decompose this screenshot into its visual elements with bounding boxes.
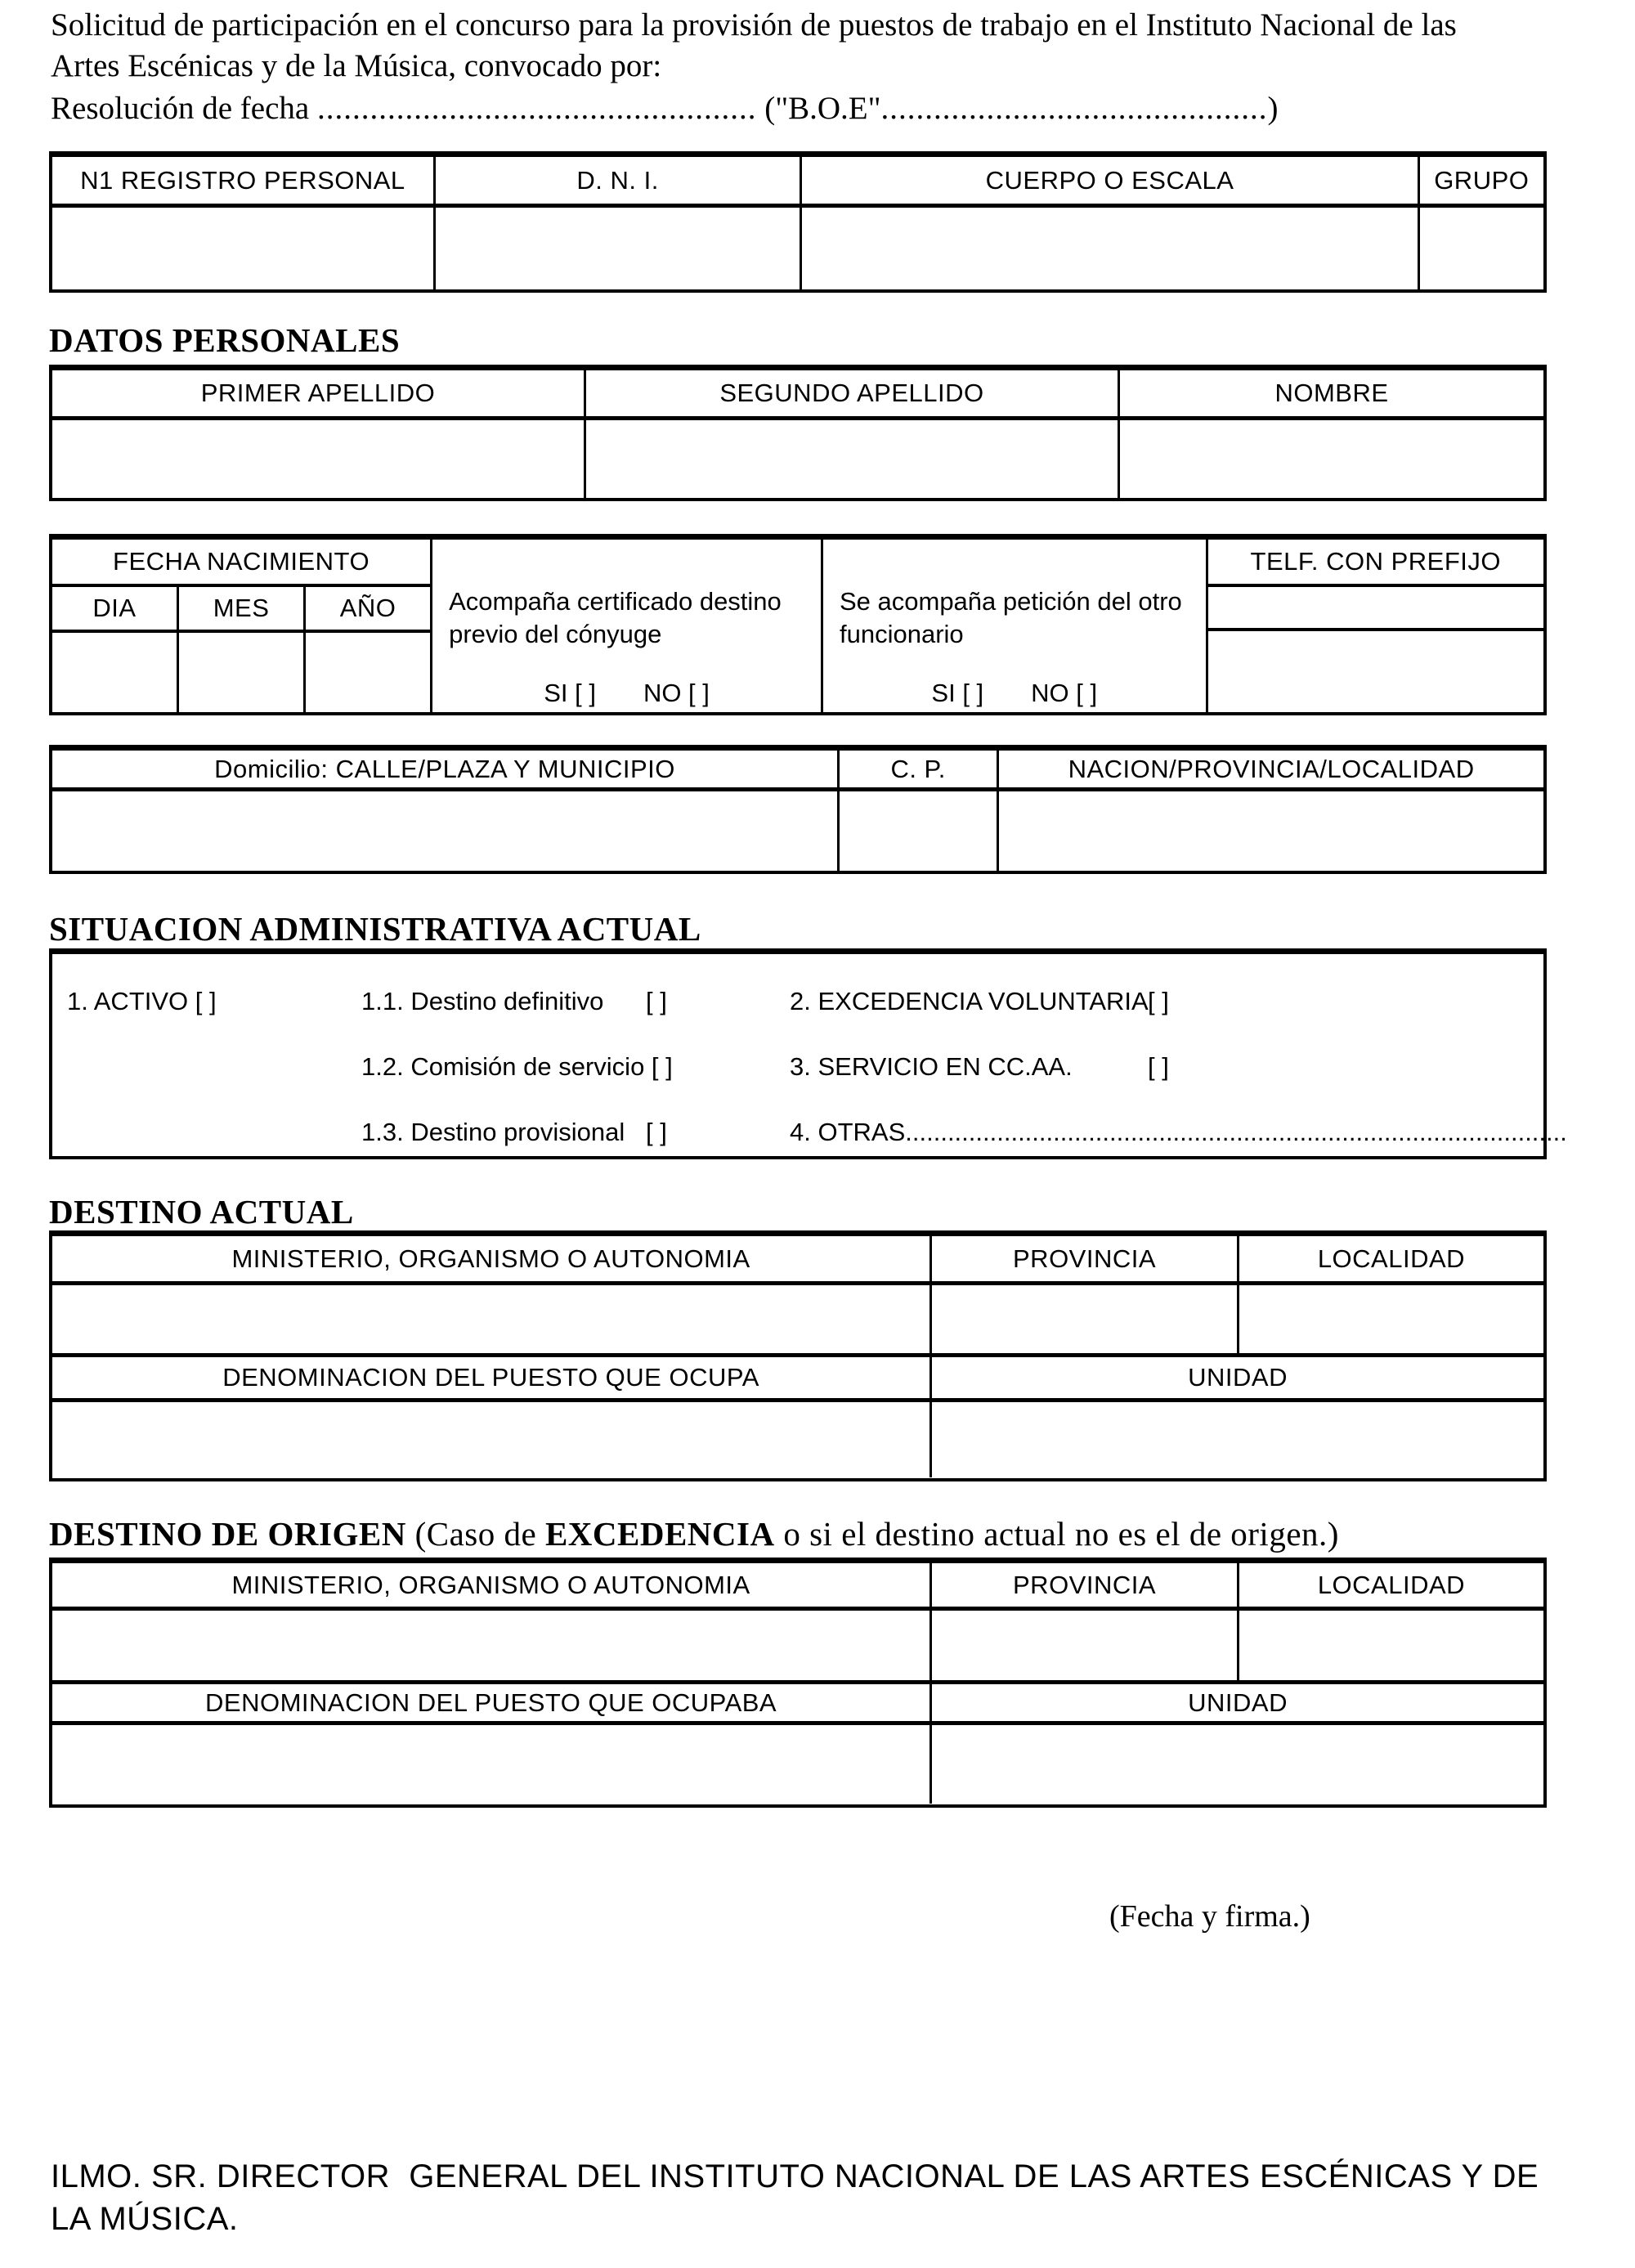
telf-input-2[interactable] (1208, 631, 1543, 712)
domicilio-header-calle: Domicilio: CALLE/PLAZA Y MUNICIPIO (52, 751, 840, 787)
destino-origen-input-ministerio[interactable] (52, 1611, 932, 1680)
destino-origen-input-localidad[interactable] (1239, 1611, 1543, 1680)
registro-table (49, 151, 1547, 293)
destino-origen-table (49, 1558, 1547, 1808)
registro-input-cuerpo[interactable] (802, 208, 1419, 289)
conyuge-no-checkbox[interactable]: NO [ ] (643, 679, 710, 707)
otro-si-checkbox[interactable]: SI [ ] (931, 679, 984, 707)
situacion-opt2-checkbox[interactable]: [ ] (1148, 987, 1169, 1015)
destino-origen-header-provincia: PROVINCIA (932, 1563, 1239, 1607)
resolucion-fecha-field[interactable]: .................................................. (316, 91, 757, 126)
footer-director-line: ILMO. SR. DIRECTOR GENERAL DEL INSTITUTO NACIONAL DE LAS ARTES ESCÉNICAS Y DE LA MÚSICA. (51, 2158, 1548, 2237)
destino-actual-input-localidad[interactable] (1239, 1285, 1543, 1353)
situacion-opt2-label: 2. EXCEDENCIA VOLUNTARIA (790, 987, 1149, 1015)
destino-origen-title-bold: DESTINO DE ORIGEN (49, 1515, 406, 1553)
otro-funcionario-checkline (823, 679, 1206, 708)
destino-origen-header-unidad: UNIDAD (1188, 1688, 1288, 1717)
intro-line-1: Solicitud de participación en el concurso para la provisión de puestos de trabajo en el Instituto Nacional de las (51, 7, 1457, 43)
destino-actual-header-row-1 (52, 1236, 1543, 1285)
fecha-nacimiento-header: FECHA NACIMIENTO (52, 540, 430, 587)
registro-header-cuerpo: CUERPO O ESCALA (802, 157, 1419, 204)
registro-input-numero[interactable] (52, 208, 436, 289)
situacion-opt3-label: 3. SERVICIO EN CC.AA. (790, 1052, 1073, 1081)
nacimiento-block (49, 534, 1547, 715)
otro-funcionario-label: Se acompaña petición del otro funcionario (839, 587, 1182, 648)
datos-input-nombre[interactable] (1120, 420, 1543, 498)
dia-label: DIA (52, 587, 177, 633)
destino-actual-header-provincia: PROVINCIA (932, 1236, 1239, 1281)
conyuge-si-checkbox[interactable]: SI [ ] (544, 679, 596, 707)
situacion-opt13-checkbox[interactable]: [ ] (646, 1118, 667, 1146)
domicilio-input-row (52, 791, 1543, 871)
dia-input[interactable] (52, 633, 177, 712)
destino-origen-input-row-2 (52, 1725, 1543, 1804)
otro-funcionario-cell (823, 540, 1208, 712)
intro-line-3 (51, 88, 1547, 129)
registro-input-grupo[interactable] (1420, 208, 1543, 289)
destino-actual-header-ministerio: MINISTERIO, ORGANISMO O AUTONOMIA (52, 1236, 932, 1281)
situacion-opt4-label (790, 1118, 1567, 1147)
fecha-firma-note: (Fecha y firma.) (1109, 1899, 1310, 1934)
situacion-opt4-field[interactable]: .............................................................................................. (905, 1118, 1567, 1146)
registro-input-dni[interactable] (436, 208, 803, 289)
telf-subtable (1208, 540, 1543, 712)
destino-origen-input-denominacion[interactable] (52, 1725, 932, 1804)
situacion-opt12-checkbox[interactable]: 1.2. Comisión de servicio [ ] (361, 1052, 673, 1081)
situacion-title: SITUACION ADMINISTRATIVA ACTUAL (49, 910, 701, 948)
fecha-col-ano (306, 587, 430, 712)
boe-field[interactable]: ............................................ (880, 91, 1268, 126)
domicilio-header-row (52, 751, 1543, 791)
registro-header-numero: N1 REGISTRO PERSONAL (52, 157, 436, 204)
datos-input-segundo-apellido[interactable] (586, 420, 1120, 498)
situacion-opt4-text: 4. OTRAS (790, 1118, 906, 1146)
destino-origen-header-row-2 (52, 1684, 1543, 1725)
mes-input[interactable] (179, 633, 303, 712)
datos-header-row (52, 370, 1543, 420)
destino-actual-header-denominacion: DENOMINACION DEL PUESTO QUE OCUPA (52, 1357, 932, 1398)
domicilio-header-nacion: NACION/PROVINCIA/LOCALIDAD (1068, 754, 1475, 783)
situacion-opt11-label: 1.1. Destino definitivo (361, 987, 604, 1015)
destino-actual-input-provincia[interactable] (932, 1285, 1239, 1353)
destino-actual-title: DESTINO ACTUAL (49, 1193, 354, 1230)
domicilio-input-cp[interactable] (840, 791, 999, 871)
destino-origen-input-unidad[interactable] (932, 1725, 1543, 1804)
destino-actual-header-unidad: UNIDAD (1188, 1363, 1288, 1392)
destino-origen-input-row-1 (52, 1611, 1543, 1684)
destino-origen-header-row-1 (52, 1563, 1543, 1611)
datos-input-row (52, 420, 1543, 498)
destino-actual-input-ministerio[interactable] (52, 1285, 932, 1353)
ano-input[interactable] (306, 633, 430, 712)
fecha-col-dia (52, 587, 179, 712)
destino-origen-title-rest: o si el destino actual no es el de origen.) (774, 1515, 1339, 1553)
domicilio-input-nacion[interactable] (999, 791, 1543, 871)
datos-personales-table (49, 365, 1547, 501)
telf-header: TELF. CON PREFIJO (1208, 540, 1543, 587)
intro-paragraph (51, 5, 1547, 129)
destino-origen-title-mid: (Caso de (405, 1515, 545, 1553)
datos-header-nombre: NOMBRE (1274, 379, 1389, 407)
destino-actual-input-row-1 (52, 1285, 1543, 1357)
destino-actual-input-denominacion[interactable] (52, 1402, 932, 1477)
fecha-nacimiento-subtable (52, 540, 432, 712)
situacion-opt3-checkbox[interactable]: [ ] (1148, 1052, 1169, 1081)
domicilio-header-cp: C. P. (840, 751, 999, 787)
telf-input-1[interactable] (1208, 587, 1543, 631)
datos-input-primer-apellido[interactable] (52, 420, 586, 498)
fecha-col-mes (179, 587, 306, 712)
destino-origen-input-provincia[interactable] (932, 1611, 1239, 1680)
conyuge-label: Acompaña certificado destino previo del cónyuge (449, 587, 782, 648)
mes-label: MES (179, 587, 303, 633)
destino-origen-title (49, 1514, 1339, 1553)
datos-header-primer-apellido: PRIMER APELLIDO (52, 370, 586, 416)
situacion-activo-checkbox[interactable]: 1. ACTIVO [ ] (67, 987, 217, 1015)
resolucion-fecha-label: Resolución de fecha (51, 91, 317, 126)
registro-header-grupo: GRUPO (1434, 165, 1530, 195)
datos-personales-title: DATOS PERSONALES (49, 321, 401, 359)
domicilio-input-calle[interactable] (52, 791, 840, 871)
ano-label: AÑO (306, 587, 430, 633)
situacion-opt11-checkbox[interactable]: [ ] (646, 987, 667, 1015)
destino-actual-table (49, 1230, 1547, 1481)
registro-header-row (52, 157, 1543, 208)
destino-actual-input-row-2 (52, 1402, 1543, 1477)
destino-actual-header-localidad: LOCALIDAD (1317, 1244, 1466, 1273)
datos-header-segundo-apellido: SEGUNDO APELLIDO (586, 370, 1120, 416)
boe-label: ("B.O.E" (756, 91, 881, 126)
destino-origen-header-denominacion: DENOMINACION DEL PUESTO QUE OCUPABA (52, 1684, 932, 1721)
conyuge-checkline (432, 679, 821, 708)
destino-origen-header-localidad: LOCALIDAD (1317, 1570, 1466, 1599)
domicilio-table (49, 745, 1547, 874)
boe-close-paren: ) (1267, 91, 1279, 126)
form-content (49, 0, 1567, 2268)
destino-actual-input-unidad[interactable] (932, 1402, 1543, 1477)
destino-actual-header-row-2 (52, 1357, 1543, 1402)
destino-origen-header-ministerio: MINISTERIO, ORGANISMO O AUTONOMIA (52, 1563, 932, 1607)
otro-no-checkbox[interactable]: NO [ ] (1031, 679, 1098, 707)
intro-line-2: Artes Escénicas y de la Música, convocado por: (51, 48, 662, 83)
registro-header-dni: D. N. I. (436, 157, 803, 204)
registro-input-row (52, 208, 1543, 289)
destino-origen-title-bold2: EXCEDENCIA (544, 1515, 775, 1553)
situacion-box (49, 948, 1567, 1159)
situacion-opt13-label: 1.3. Destino provisional (361, 1118, 625, 1146)
conyuge-cell (432, 540, 823, 712)
